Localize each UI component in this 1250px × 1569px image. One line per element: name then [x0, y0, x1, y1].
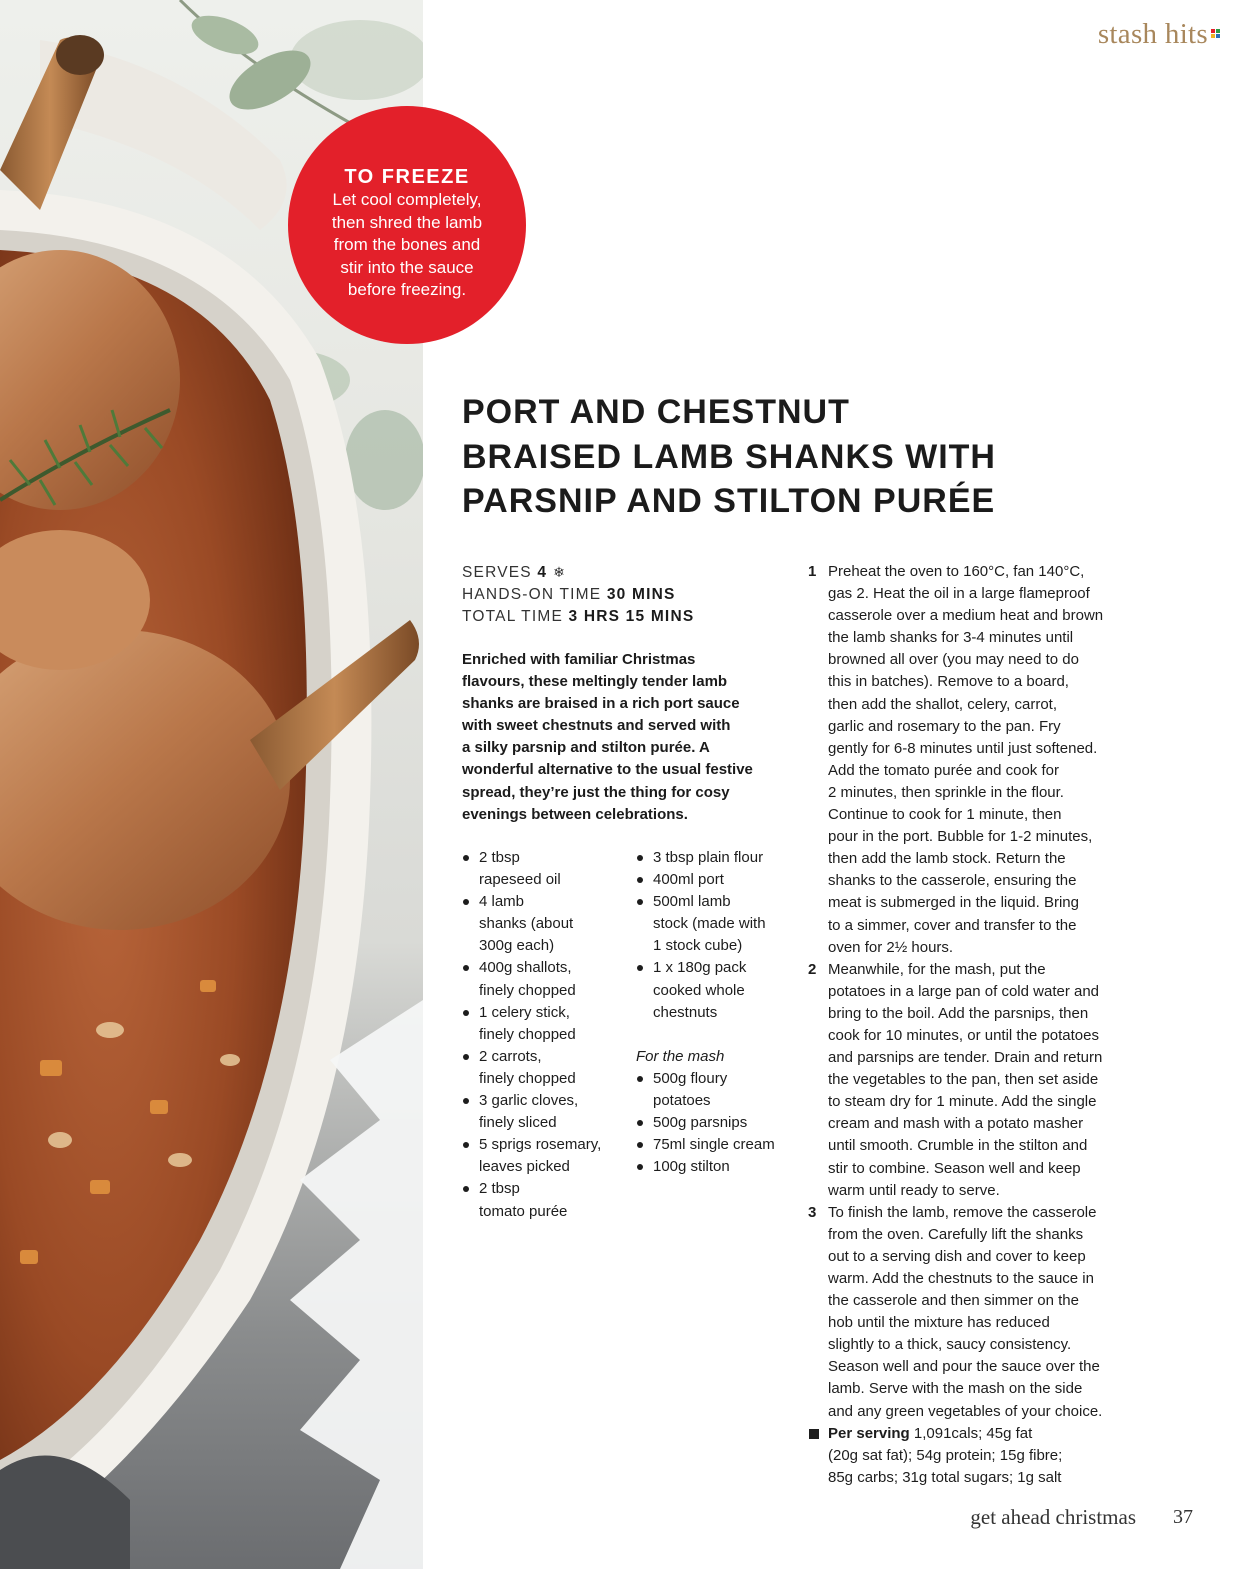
nutrition-line: (20g sat fat); 54g protein; 15g fibre; — [828, 1446, 1063, 1464]
step-line: shanks to the casserole, ensuring the — [828, 872, 1077, 890]
step-line: then add the shallot, celery, carrot, — [828, 695, 1058, 713]
freeze-line: Let cool completely, — [332, 190, 482, 209]
step-line: this in batches). Remove to a board, — [828, 673, 1069, 691]
step-line: slightly to a thick, saucy consistency. — [828, 1336, 1072, 1354]
nutrition-values: 1,091cals; 45g fat — [909, 1424, 1033, 1442]
step-line: browned all over (you may need to do — [828, 651, 1079, 669]
serves-value: 4 — [537, 564, 548, 581]
ingredient-line: 500ml lamb — [653, 893, 731, 911]
ingredient-line: potatoes — [653, 1092, 711, 1110]
nutrition-line: 85g carbs; 31g total sugars; 1g salt — [828, 1468, 1062, 1486]
hands-on-label: HANDS-ON TIME — [462, 586, 602, 604]
ingredient-item — [636, 869, 796, 891]
ingredient-line: shanks (about — [479, 915, 574, 933]
step-line: Add the tomato purée and cook for — [828, 761, 1059, 779]
step-line: gas 2. Heat the oil in a large flameproof — [828, 585, 1090, 603]
ingredient-line: chestnuts — [653, 1003, 718, 1021]
hands-on-row — [462, 584, 694, 606]
step-line: warm until ready to serve. — [828, 1181, 1000, 1199]
step-line: then add the lamb stock. Return the — [828, 850, 1066, 868]
step-line: lamb. Serve with the mash on the side — [828, 1380, 1083, 1398]
step-line: the casserole and then simmer on the — [828, 1292, 1079, 1310]
ingredient-line: 1 celery stick, — [479, 1003, 570, 1021]
step-line: pour in the port. Bubble for 1-2 minutes, — [828, 828, 1093, 846]
ingredient-line: 3 tbsp plain flour — [653, 849, 764, 866]
ingredient-item — [462, 1134, 622, 1178]
freeze-line: before freezing. — [347, 280, 467, 299]
step-line: cook for 10 minutes, or until the potatoes — [828, 1026, 1099, 1044]
ingredient-line: tomato purée — [479, 1202, 568, 1220]
ingredient-line: 500g floury — [653, 1070, 728, 1087]
ingredient-line: finely chopped — [479, 1025, 576, 1043]
step-line: Preheat the oven to 160°C, fan 140°C, — [828, 563, 1085, 580]
step-line: from the oven. Carefully lift the shanks — [828, 1225, 1084, 1243]
step-line: Season well and pour the sauce over the — [828, 1358, 1100, 1376]
ingredient-line: 300g each) — [479, 937, 555, 955]
ingredient-line: 1 stock cube) — [653, 937, 743, 955]
ingredient-line: 75ml single cream — [653, 1136, 775, 1154]
step-line: potatoes in a large pan of cold water and — [828, 982, 1100, 1000]
ingredient-item — [636, 1112, 796, 1134]
ingredient-item — [462, 957, 622, 1001]
step-number: 1 — [808, 563, 817, 580]
method-step — [808, 561, 1140, 959]
serves-label: SERVES — [462, 564, 532, 581]
method-step — [808, 959, 1140, 1202]
ingredient-line: 3 garlic cloves, — [479, 1092, 579, 1110]
ingredient-item — [636, 891, 796, 957]
ingredient-line: finely chopped — [479, 1069, 576, 1087]
ingredient-item — [636, 847, 796, 869]
method-steps — [808, 561, 1140, 1423]
ingredient-item — [462, 847, 622, 891]
step-line: bring to the boil. Add the parsnips, then — [828, 1004, 1089, 1022]
step-line: 2 minutes, then sprinkle in the flour. — [828, 783, 1064, 801]
mash-subheading: For the mash — [636, 1048, 725, 1065]
nutrition-label: Per serving — [828, 1424, 910, 1442]
ingredient-line: 500g parsnips — [653, 1114, 748, 1132]
ingredient-item — [462, 891, 622, 957]
serves-row — [462, 561, 694, 584]
intro-line: a silky parsnip and stilton purée. A — [462, 739, 710, 757]
section-label — [1098, 18, 1220, 51]
freeze-line: then shred the lamb — [331, 212, 483, 232]
ingredient-line: 4 lamb — [479, 893, 525, 911]
ingredient-line: 2 tbsp — [479, 849, 520, 866]
step-line: to steam dry for 1 minute. Add the single — [828, 1093, 1097, 1111]
ingredients-list — [462, 847, 622, 1223]
step-line: garlic and rosemary to the pan. Fry — [828, 717, 1061, 735]
title-line: PORT AND CHESTNUT — [462, 393, 850, 431]
intro-line: Enriched with familiar Christmas — [462, 651, 696, 668]
intro-line: flavours, these meltingly tender lamb — [462, 673, 728, 691]
magazine-section-footer: get ahead christmas — [970, 1505, 1136, 1529]
ingredients-list — [636, 847, 796, 1024]
ingredient-line: finely sliced — [479, 1114, 557, 1132]
ingredient-item — [462, 1002, 622, 1046]
freeze-title: TO FREEZE — [344, 166, 470, 188]
step-line: to a simmer, cover and transfer to the — [828, 916, 1077, 934]
step-line: meat is submerged in the liquid. Bring — [828, 894, 1079, 912]
freeze-text — [288, 189, 526, 302]
step-line: stir to combine. Season well and keep — [828, 1159, 1081, 1177]
step-line: out to a serving dish and cover to keep — [828, 1247, 1086, 1265]
ingredient-line: 2 tbsp — [479, 1180, 520, 1198]
recipe-meta — [462, 561, 694, 629]
ingredient-line: rapeseed oil — [479, 871, 561, 889]
step-line: hob until the mixture has reduced — [828, 1314, 1050, 1332]
step-number: 3 — [808, 1203, 817, 1221]
step-line: and any green vegetables of your choice. — [828, 1402, 1103, 1420]
total-time-row — [462, 606, 694, 628]
step-line: casserole over a medium heat and brown — [828, 607, 1104, 625]
ingredient-line: 2 carrots, — [479, 1047, 542, 1065]
ingredient-line: 400ml port — [653, 871, 724, 889]
hands-on-value: 30 MINS — [606, 586, 676, 604]
step-line: warm. Add the chestnuts to the sauce in — [828, 1270, 1094, 1287]
step-line: Meanwhile, for the mash, put the — [828, 960, 1046, 978]
snowflake-icon: ❄ — [553, 564, 567, 580]
mash-ingredients-list — [636, 1068, 796, 1178]
intro-line: evenings between celebrations. — [462, 805, 688, 823]
title-line: PARSNIP AND STILTON PURÉE — [462, 482, 996, 520]
step-line: gently for 6-8 minutes until just softened. — [828, 739, 1098, 757]
step-line: the lamb shanks for 3-4 minutes until — [828, 629, 1074, 647]
ingredient-item — [636, 1134, 796, 1156]
ingredient-item — [462, 1178, 622, 1222]
ingredient-line: 1 x 180g pack — [653, 959, 747, 977]
ingredient-item — [636, 957, 796, 1023]
intro-line: with sweet chestnuts and served with — [462, 717, 731, 735]
ingredient-item — [462, 1046, 622, 1090]
total-time-label: TOTAL TIME — [462, 608, 563, 626]
ingredient-item — [462, 1090, 622, 1134]
intro-line: wonderful alternative to the usual festive — [462, 761, 753, 779]
ingredient-line: finely chopped — [479, 981, 576, 999]
intro-line: spread, they’re just the thing for cosy — [462, 783, 730, 801]
ingredient-line: cooked whole — [653, 981, 745, 999]
section-label-text: stash hits — [1097, 18, 1208, 50]
method-step — [808, 1202, 1140, 1423]
intro-line: shanks are braised in a rich port sauce — [462, 695, 740, 713]
nutrition-line — [828, 1423, 1140, 1445]
nutrition-info — [808, 1423, 1140, 1489]
title-line: BRAISED LAMB SHANKS WITH — [462, 437, 996, 476]
freeze-badge — [288, 106, 526, 344]
recipe-intro — [462, 649, 762, 826]
ingredient-line: 5 sprigs rosemary, — [479, 1136, 602, 1154]
step-line: until smooth. Crumble in the stilton and — [828, 1137, 1088, 1155]
step-line: cream and mash with a potato masher — [828, 1115, 1084, 1133]
step-number: 2 — [808, 960, 817, 978]
page-number: 37 — [1173, 1506, 1193, 1528]
freeze-line: from the bones and — [333, 235, 481, 254]
square-bullet-icon — [809, 1429, 819, 1439]
ingredient-item — [636, 1156, 796, 1178]
ingredient-line: leaves picked — [479, 1158, 570, 1176]
step-line: To finish the lamb, remove the casserole — [828, 1203, 1097, 1221]
step-line: Continue to cook for 1 minute, then — [828, 806, 1062, 824]
step-line: the vegetables to the pan, then set aside — [828, 1071, 1099, 1089]
recipe-title — [462, 390, 1222, 524]
ingredient-line: 400g shallots, — [479, 959, 572, 977]
ingredient-line: stock (made with — [653, 915, 766, 933]
total-time-value: 3 HRS 15 MINS — [568, 608, 695, 626]
method — [808, 561, 1140, 1489]
step-line: and parsnips are tender. Drain and return — [828, 1049, 1103, 1067]
step-line: oven for 2½ hours. — [828, 938, 954, 956]
ingredient-item — [636, 1068, 796, 1112]
section-dots-icon — [1211, 29, 1220, 38]
ingredient-line: 100g stilton — [653, 1158, 730, 1176]
freeze-line: stir into the sauce — [340, 257, 474, 277]
